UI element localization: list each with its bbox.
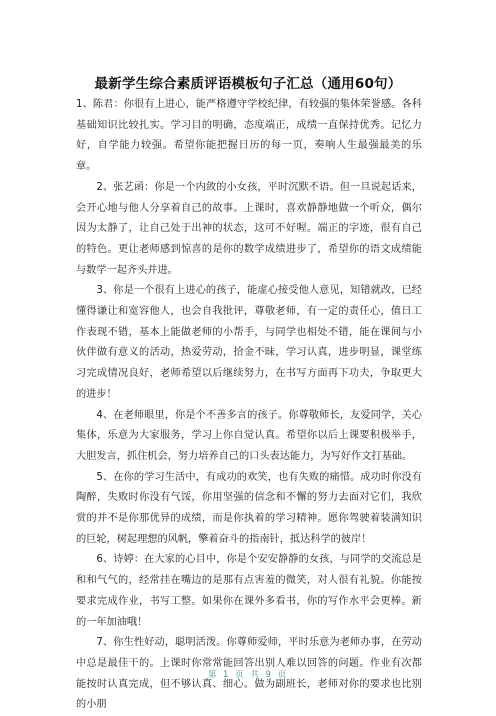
paragraph-7: 7、你生性好动，聪明活泼。你尊师爱师，平时乐意为老师办事，在劳动中总是最佳干的。上课时你常常能回答出别人难以回答的问题。作业有次都能按时认真完成，但不够认真、细心。做为副班长，老师对你的要求也比别的小朋 bbox=[76, 637, 422, 711]
paragraph-2: 2、张艺函：你是一个内敛的小女孩，平时沉默不语。但一旦说起话来，会开心地与他人分享着自己的故事。上课时，喜欢静静地做一个听众，偶尔因为太静了，让自己处于出神的状态，这可不好喔。端正的字迹，很有自己的特色。更让老师感到惊喜的是你的数学成绩进步了，希望你的语文成绩能与数学一起齐头并进。 bbox=[76, 181, 422, 276]
paragraph-5: 5、在你的学习生活中，有成功的欢笑，也有失败的痛惜。成功时你没有陶醉，失败时你没有气馁，你用坚强的信念和不懈的努力去面对它们，我欣赏的并不是你那优异的成绩，而是你执着的学习精神。愿你驾驶着装满知识的巨轮，树起理想的风帆，擎着奋斗的指南针，抵达科学的彼岸！ bbox=[76, 471, 422, 545]
document-body bbox=[76, 95, 422, 716]
document-title: 最新学生综合素质评语模板句子汇总（通用60句） bbox=[94, 76, 402, 92]
paragraph-4: 4、在老师眼里，你是个不善多言的孩子。你尊敬师长，友爱同学，关心集体，乐意为大家服务，学习上你自觉认真。希望你以后上课要积极举手，大胆发言，抓住机会，努力培养自己的口头表达能力，为写好作文打基础。 bbox=[76, 409, 422, 462]
paragraph-1: 1、陈君：你很有上进心，能严格遵守学校纪律，有较强的集体荣誉感。各科基础知识比较扎实。学习目的明确，态度端正，成绩一直保持优秀。记忆力好，自学能力较强。希望你能把握日历的每一页，奏响人生最强最美的乐章。 bbox=[76, 99, 422, 173]
page-number-footer: 第 1 页 共 9 页 bbox=[207, 670, 289, 680]
paragraph-3: 3、你是一个很有上进心的孩子，能虚心接受他人意见，知错就改，已经懂得谦让和宽容他人，也会自我批评，尊敬老师，有一定的责任心，值日工作表现不错，基本上能做老师的小帮手，与同学也相处不错，能在课间与小伙伴做有意义的活动，热爱劳动，拾金不昧，学习认真，进步明显，课堂练习完成情况良好，老师希望以后继续努力，在书写方面再下功夫，争取更大的进步！ bbox=[76, 285, 422, 400]
paragraph-6: 6、诗婷：在大家的心目中，你是个安安静静的女孩，与同学的交流总是和和气气的，经常挂在嘴边的是那有点害羞的微笑，对人很有礼貌。你能按要求完成作业，书写工整。如果你在课外多看书，你的写作水平会更棒。新的一年加油哦！ bbox=[76, 554, 422, 628]
